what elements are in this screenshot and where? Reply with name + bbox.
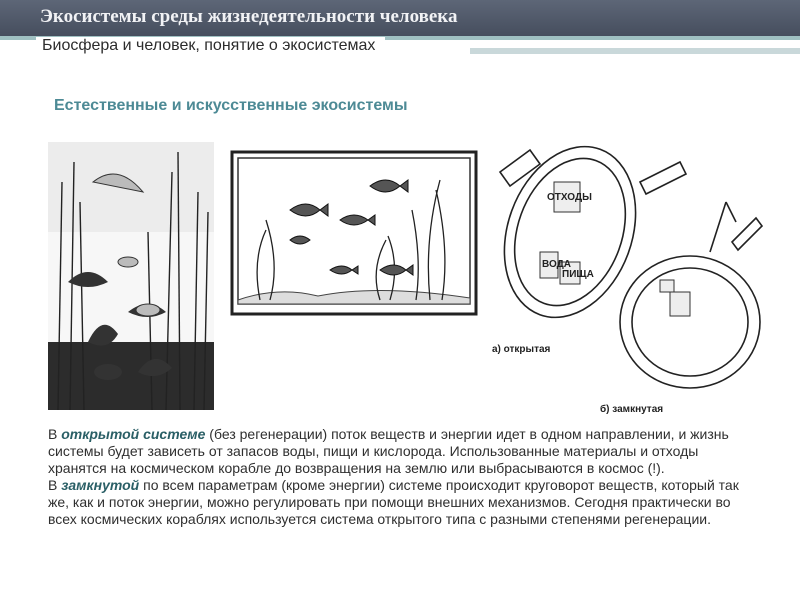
section-heading: Естественные и искусственные экосистемы — [54, 97, 408, 114]
label-food: ПИЩА — [562, 269, 594, 280]
aquarium-illustration — [230, 150, 478, 316]
spacecraft-illustration — [480, 142, 780, 422]
slide-title: Экосистемы среды жизнедеятельности человека — [40, 6, 458, 27]
term-closed-system: замкнутой — [61, 477, 140, 493]
caption-closed: б) замкнутая — [600, 404, 664, 415]
term-open-system: открытой системе — [61, 426, 206, 442]
paragraph-open-system: В открытой системе (без регенерации) поток веществ и энергии идет в одном направлении, и жизнь системы будет зависеть от запасов воды, пищи и кислорода. Использованные материалы и отходы хранятся на космическом корабле до возвращения на землю или выбрасываются в космос (!). — [48, 426, 729, 476]
label-water: ВОДА — [542, 259, 571, 270]
caption-open: а) открытая — [492, 344, 551, 355]
slide-subtitle: Биосфера и человек, понятие о экосистемах — [36, 37, 385, 57]
body-text — [48, 426, 748, 528]
subtitle-rule — [470, 48, 800, 54]
paragraph-closed-system: В замкнутой по всем параметрам (кроме энергии) системе происходит круговорот веществ, который так же, как и поток энергии, можно регулировать при помощи внешних механизмов. Сегодня практически во всех космических кораблях используется система открытого типа с разными степенями регенерации. — [48, 477, 739, 527]
pond-illustration — [48, 142, 214, 410]
label-waste: ОТХОДЫ — [547, 192, 592, 203]
